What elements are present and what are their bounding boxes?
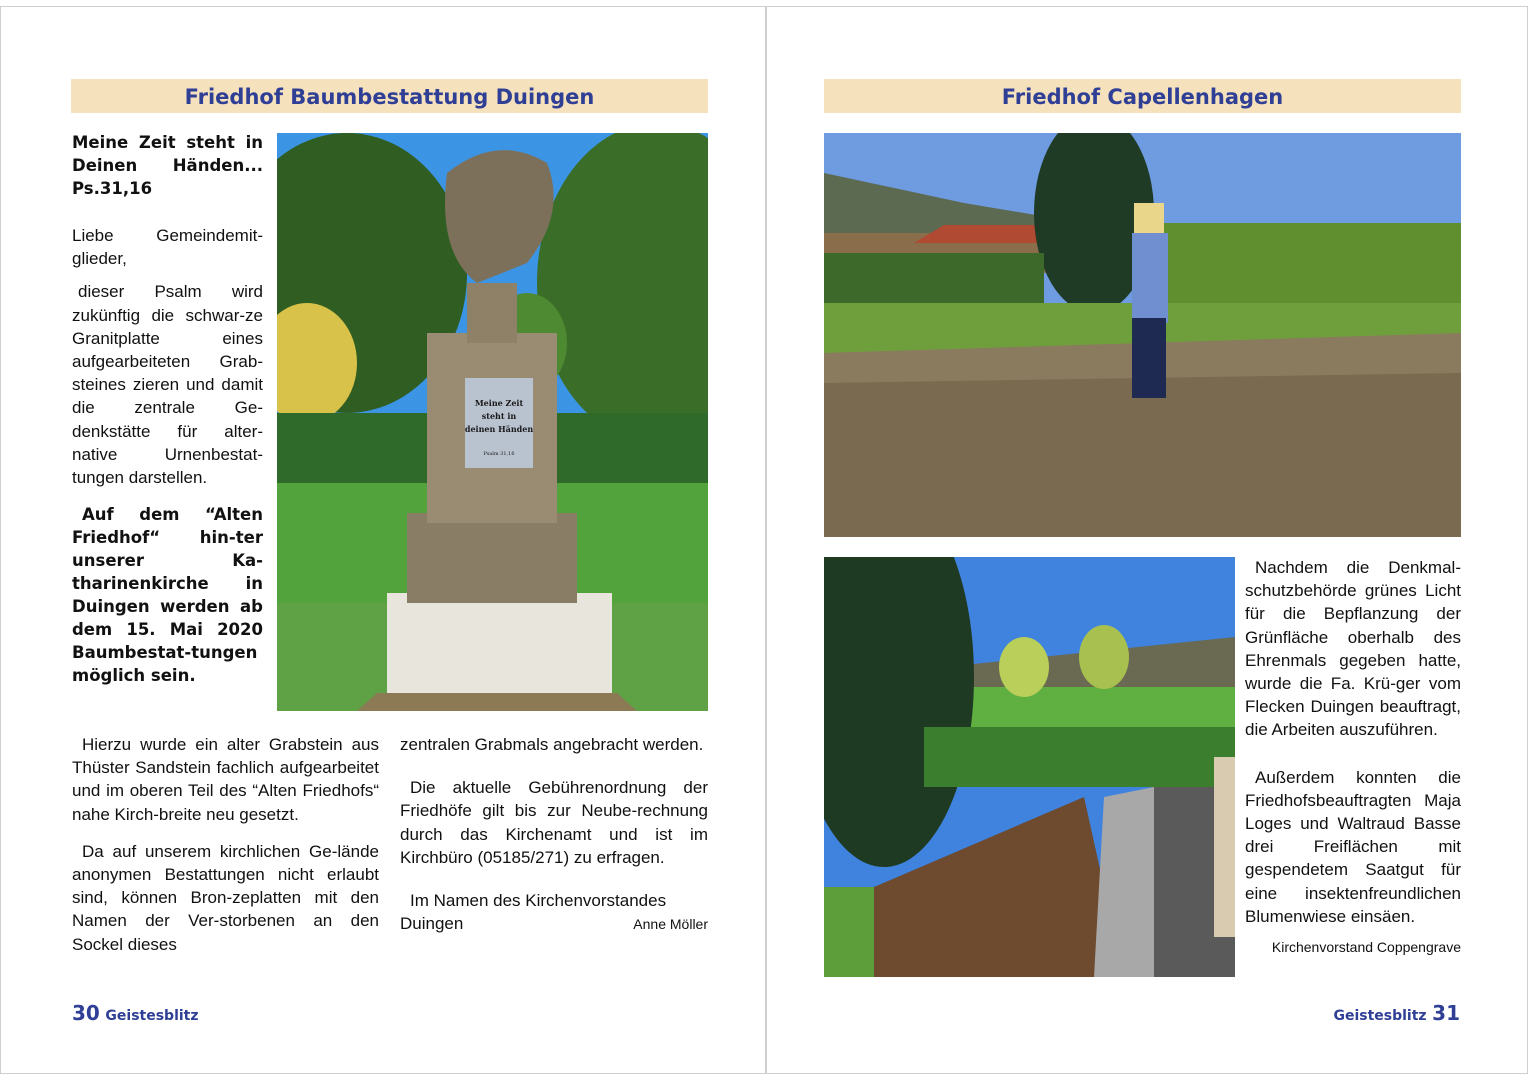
gravestone-photo [277, 133, 708, 711]
intro-line-2: Deinen Händen... [72, 156, 263, 175]
right-page-number: 31 [1432, 1001, 1460, 1025]
bold-announcement: Auf dem “Alten Friedhof“ hin-ter unserer Ka-tharinenkirche in Duingen werden ab dem 15. Mai 2020 Baumbestat-tungen möglich sein. [72, 505, 263, 686]
left-signature: Anne Möller [633, 916, 708, 933]
right-heading-bar [824, 79, 1461, 113]
left-page [0, 6, 766, 1074]
left-body-col2 [400, 733, 708, 936]
right-footer [1333, 1001, 1460, 1025]
left-intro-column [72, 131, 263, 697]
intro-line-1: Meine Zeit steht in [72, 133, 263, 152]
intro-line-3: Ps.31,16 [72, 179, 153, 198]
left-body-col1 [72, 733, 379, 966]
psalm-paragraph: dieser Psalm wird zukünftig die schwar-ze Granitplatte eines aufgearbeiteten Grab-steines zieren und damit die zentrale Ge-denkstätte für alter-native Urnenbestat-tungen darstellen. [72, 282, 263, 488]
right-heading: Friedhof Capellenhagen [1001, 85, 1284, 109]
right-brand: Geistesblitz [1333, 1008, 1427, 1024]
plaque-line-2: steht in [481, 411, 517, 421]
right-page [766, 6, 1528, 1074]
grabmal-paragraph: zentralen Grabmals angebracht werden. [400, 735, 704, 754]
left-footer [72, 1001, 199, 1025]
left-heading: Friedhof Baumbestattung Duingen [184, 85, 595, 109]
memorial-planting-photo [824, 557, 1235, 977]
cemetery-woman-photo [824, 133, 1461, 537]
plaque-line-3: deinen Händen [464, 424, 534, 434]
greeting-paragraph: Liebe Gemeindemit-glieder, [72, 226, 263, 269]
signoff-place: Duingen [400, 914, 464, 934]
bronze-plates-paragraph: Da auf unserem kirchlichen Ge-lände anonymen Bestattungen nicht erlaubt sind, können Bron-zeplatten mit den Namen der Ver-storbenen an den Sockel dieses [72, 841, 379, 954]
left-heading-bar [71, 79, 708, 113]
right-text-column [1245, 556, 1461, 959]
planting-paragraph: Nachdem die Denkmal-schutzbehörde grünes Licht für die Bepflanzung der Grünfläche oberhalb des Ehrenmals gegeben hatte, wurde die Fa. Krü-ger vom Flecken Duingen beauftragt, die Arbeiten auszuführen. [1245, 558, 1461, 740]
plaque-ref: Psalm 31,16 [483, 451, 515, 457]
left-page-number: 30 [72, 1001, 100, 1025]
left-brand: Geistesblitz [105, 1008, 199, 1024]
right-signature: Kirchenvorstand Coppengrave [1271, 939, 1461, 956]
signoff-line: Im Namen des Kirchenvorstandes [410, 891, 667, 911]
plaque-line-1: Meine Zeit [474, 398, 524, 408]
sandstone-paragraph: Hierzu wurde ein alter Grabstein aus Thüster Sandstein fachlich aufgearbeitet und im oberen Teil des “Alten Friedhofs“ nahe Kirch-breite neu gesetzt. [72, 735, 379, 824]
fees-paragraph: Die aktuelle Gebührenordnung der Friedhöfe gilt bis zur Neube-rechnung durch das Kirchenamt und ist im Kirchbüro (05185/271) zu erfragen. [400, 778, 708, 867]
meadow-paragraph: Außerdem konnten die Friedhofsbeauftragten Maja Loges und Waltraud Basse drei Freiflächen mit gespendetem Saatgut für eine insektenfreundlichen Blumenwiese einsäen. [1245, 767, 1461, 926]
